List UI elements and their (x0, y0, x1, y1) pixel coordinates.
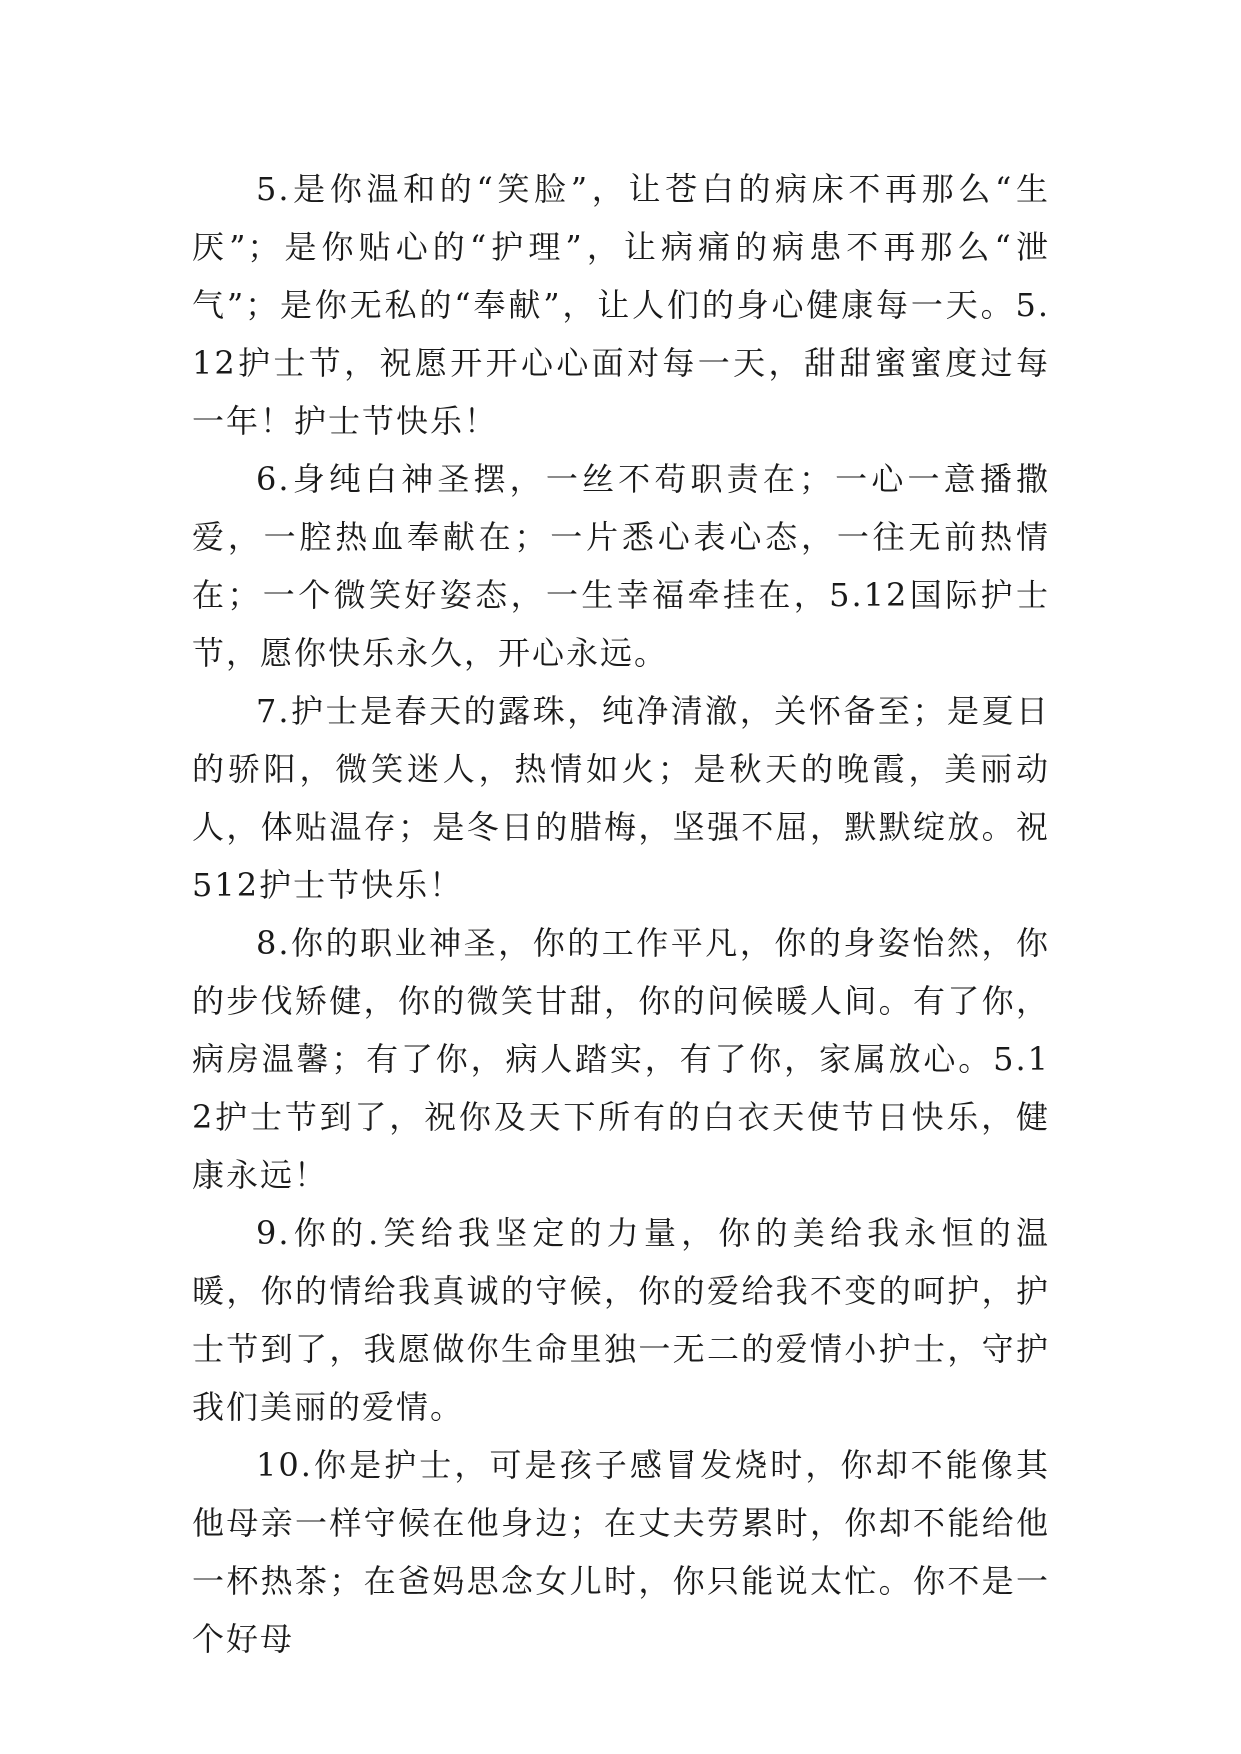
paragraph-8: 8.你的职业神圣，你的工作平凡，你的身姿怡然，你的步伐矫健，你的微笑甘甜，你的问候暖人间。有了你，病房温馨；有了你，病人踏实，有了你，家属放心。5.12护士节到了，祝你及天下所有的白衣天使节日快乐，健康永远！ (192, 924, 1050, 1194)
paragraph-5: 5.是你温和的“笑脸”，让苍白的病床不再那么“生厌”；是你贴心的“护理”，让病痛的病患不再那么“泄气”；是你无私的“奉献”，让人们的身心健康每一天。5.12护士节，祝愿开开心心面对每一天，甜甜蜜蜜度过每一年！护士节快乐！ (192, 170, 1050, 440)
paragraph-7: 7.护士是春天的露珠，纯净清澈，关怀备至；是夏日的骄阳，微笑迷人，热情如火；是秋天的晚霞，美丽动人，体贴温存；是冬日的腊梅，坚强不屈，默默绽放。祝512护士节快乐！ (192, 692, 1050, 904)
document-body (192, 160, 1050, 1668)
paragraph-9: 9.你的.笑给我坚定的力量，你的美给我永恒的温暖，你的情给我真诚的守候，你的爱给我不变的呵护，护士节到了，我愿做你生命里独一无二的爱情小护士，守护我们美丽的爱情。 (192, 1214, 1050, 1426)
paragraph-6: 6.身纯白神圣摆，一丝不苟职责在；一心一意播撒爱，一腔热血奉献在；一片悉心表心态，一往无前热情在；一个微笑好姿态，一生幸福牵挂在，5.12国际护士节，愿你快乐永久，开心永远。 (192, 460, 1050, 672)
paragraph-10: 10.你是护士，可是孩子感冒发烧时，你却不能像其他母亲一样守候在他身边；在丈夫劳累时，你却不能给他一杯热茶；在爸妈思念女儿时，你只能说太忙。你不是一个好母 (192, 1446, 1050, 1658)
